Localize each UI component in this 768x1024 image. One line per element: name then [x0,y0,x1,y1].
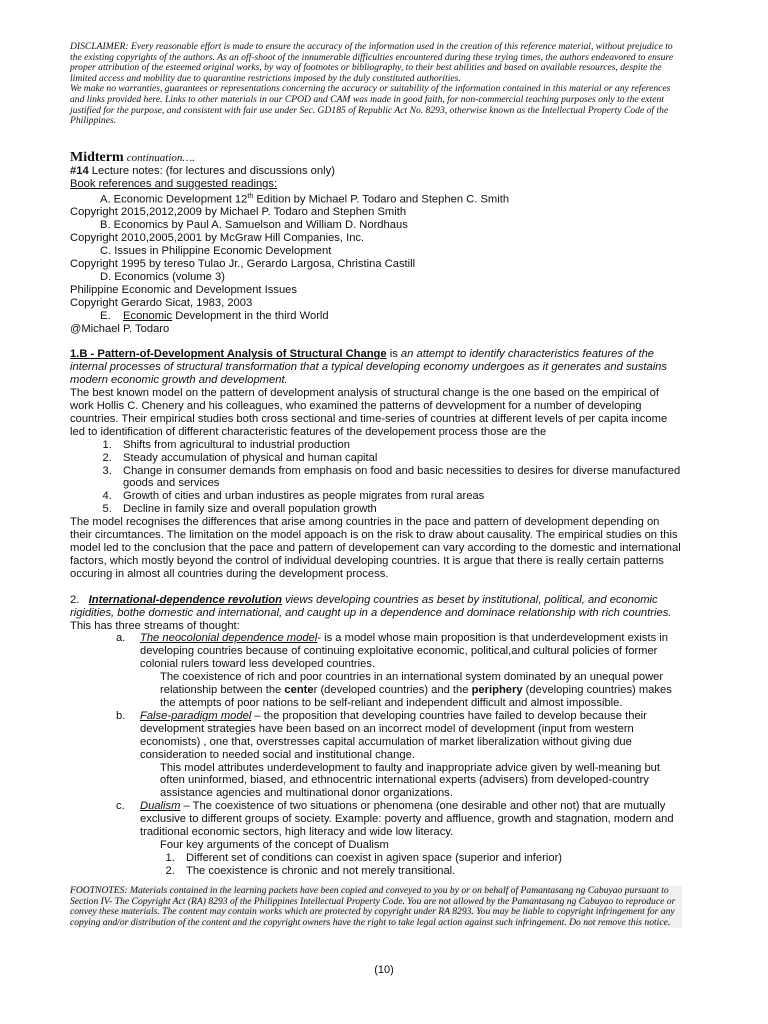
subparagraph-text: The coexistence of rich and poor countries in an international system dominated by an unequal power relationship between the [160,671,664,697]
section-2-tail: This has three streams of thought: [70,619,240,632]
section-1-definition: an attempt to identify characteristics features of the internal processes of structural transformation that a typical developing economy undergoes as it generates and sustains modern economic growth and development. [70,348,668,387]
lecture-notes-text: Lecture notes: (for lectures and discussions only) [88,164,335,177]
reference-e [70,310,682,323]
false-paradigm-subparagraph: This model attributes underdevelopment to faulty and inappropriate advice given by well-meaning but often uninformed, biased, and ethnocentric international experts (advisers) from developed-country assistance agencies and multinational donor organizations. [160,761,661,800]
section-1-intro [70,348,682,387]
lecture-notes-line [70,165,682,178]
list-item: 4. Growth of cities and urban industires as people migrates from rural areas [115,490,682,503]
subparagraph-text: r (developed countries) and the [313,684,472,697]
false-paradigm-text: – the proposition that developing countries have failed to develop because their development strategies have been based on an incorrect model of development (input from western economists) , one that, overstresses capital accumulation of market liberalization without giving due consideration to needed social and institutional change. [140,709,647,761]
neocolonial-model-text: - is a model whose main proposition is that underdevelopment exists in developing countries because of continuing exploitative economic, political,and cultural policies of former colonial rulers toward less developed countries. [140,632,669,671]
reference-a-superscript: th [247,192,254,200]
subparagraph-text: (developing countries) makes the attempts of poor nations to be self-reliant and independent difficult and almost impossible. [160,684,672,709]
streams-of-thought-list [70,632,682,877]
reference-d: D. Economics (volume 3) [100,270,225,283]
list-item: 3. Change in consumer demands from emphasis on food and basic necessities to desires for diverse manufactured goods and services [115,465,682,491]
reference-a-copyright: Copyright 2015,2012,2009 by Michael P. Todaro and Stephen Smith [70,206,407,219]
reference-d-copyright: Copyright Gerardo Sicat, 1983, 2003 [70,296,253,309]
false-paradigm-title: False-paradigm model [140,709,252,722]
section-2-number: 2. [70,593,89,606]
reference-c-copyright: Copyright 1995 by tereso Tulao Jr., Gerardo Largosa, Christina Castill [70,257,416,270]
disclaimer-paragraph-1: DISCLAIMER: Every reasonable effort is made to ensure the accuracy of the information used in the creation of this reference material, without prejudice to the existing copyrights of the authors. As an off-shoot of the innumerable difficulties encountered during these trying times, the authors endeavored to ensure proper attribution of the esteemed original works, by way of footnotes or bibliography, to their best abilities and based on available resources, despite the limited access and mobility due to quarantine restrictions imposed by the duly constituted authorities. [70,41,674,84]
section-2-intro [70,594,682,633]
list-item [116,709,682,800]
reference-b-copyright: Copyright 2010,2005,2001 by McGraw Hill Companies, Inc. [70,232,365,245]
list-item: 2. The coexistence is chronic and not merely transitional. [178,865,682,878]
reference-b: B. Economics by Paul A. Samuelson and William D. Nordhaus [100,219,408,232]
midterm-heading [70,152,682,165]
reference-a-title: A. Economic Development 12 [100,193,248,206]
list-marker: b. [116,709,126,722]
midterm-title: Midterm [70,150,124,165]
reference-e-underlined: Economic [123,309,173,322]
book-references-heading: Book references and suggested readings: [70,177,278,190]
center-term: cente [284,684,314,697]
list-marker: c. [116,800,125,813]
dualism-text: – The coexistence of two situations or phenomena (one desirable and other not) that are mutually exclusive to different groups of society. Example: poverty and affluence, growth and stagnation, modern and traditional economic sectors, high literacy and wide low literacy. [140,800,674,839]
section-1-heading: 1.B - Pattern-of-Development Analysis of Structural Change [70,348,387,361]
structural-change-list [70,439,682,516]
reference-e-author: @Michael P. Todaro [70,322,170,335]
dualism-subheading: Four key arguments of the concept of Dualism [160,838,389,851]
lecture-body [70,152,682,878]
list-item: 2. Steady accumulation of physical and human capital [115,452,682,465]
disclaimer [70,42,682,127]
reference-a-authors: Edition by Michael P. Todaro and Stephen C. Smith [253,193,510,206]
list-item: 5. Decline in family size and overall population growth [115,503,682,516]
section-2-definition: views developing countries as beset by institutional, political, and economic rigidities, bothe domestic and international, and caught up in a dependence and dominace relationship with rich countries. [70,593,672,619]
list-marker: a. [116,632,126,645]
reference-e-title: Development in the third World [172,309,329,322]
section-1-paragraph-2: The model recognises the differences that arise among countries in the pace and pattern of development depending on their circumtances. The limitation on the model appoach is on the risk to draw about causality. The empirical studies on this model led to the conclusion that the pace and pattern of developement can vary according to the domestic and international factors, which mostly beyond the control of individual developing countries. It is argue that there is really certain patterns occuring in almost all countries during the development process. [70,516,681,580]
section-2-heading: International-dependence revolution [88,593,282,606]
dualism-arguments-list [140,852,682,878]
lecture-number: #14 [70,164,89,177]
continuation-label: continuation…. [126,152,195,164]
list-item: 1. Shifts from agricultural to industrial production [115,439,682,452]
reference-e-label: E. [100,309,124,322]
neocolonial-model-subparagraph [140,671,682,710]
footnote-text: FOOTNOTES: Materials contained in the learning packets have been copied and conveyed to you by or on behalf of Pamantasang ng Cabuyao pursuant to Section IV- The Copyright Act (RA) 8293 of the Philippines Intellectual Property Code. You are not allowed by the Pamantasang ng Cabuyao to reproduce or convey these materials. The content may contain works which are protected by copyright under RA 8293. You may be liable to copyright infringement for any copying and/or distribution of the content and the copyright owners have the right to take legal action against such infringement. Do not remove this notice. [70,885,676,928]
footnote [70,886,682,928]
disclaimer-paragraph-2: We make no warranties, guarantees or representations concerning the accuracy or suitability of the information contained in this material or any references and links provided here. Links to other materials in our CPOD and CAM was made in good faith, for non-commercial teaching purposes only to the extent justified for the purpose, and consistent with fair use under Sec. GD185 of Republic Act No. 8293, otherwise known as the Intellectual Property Code of the Philippines. [70,83,671,127]
section-1-is: is [386,348,401,361]
page-number: (10) [374,964,394,976]
list-item [116,632,682,709]
reference-a [70,191,682,207]
reference-c: C. Issues in Philippine Economic Development [100,245,332,258]
dualism-title: Dualism [140,800,181,813]
periphery-term: periphery [471,684,523,697]
section-1-paragraph: The best known model on the pattern of development analysis of structural change is the one based on the empirical of work Hollis C. Chenery and his colleagues, who examined the patterns of devvelopment for a number of developing countries. Their empirical studies both cross sectional and time-series of countries at different levels of per capita income led to identification of different characteristic features of the developement process those are the [70,387,668,438]
reference-d-title: Philippine Economic and Development Issues [70,283,297,296]
list-item [116,800,682,877]
list-item: 1. Different set of conditions can coexist in agiven space (superior and inferior) [178,852,682,865]
neocolonial-model-title: The neocolonial dependence model [140,632,318,645]
